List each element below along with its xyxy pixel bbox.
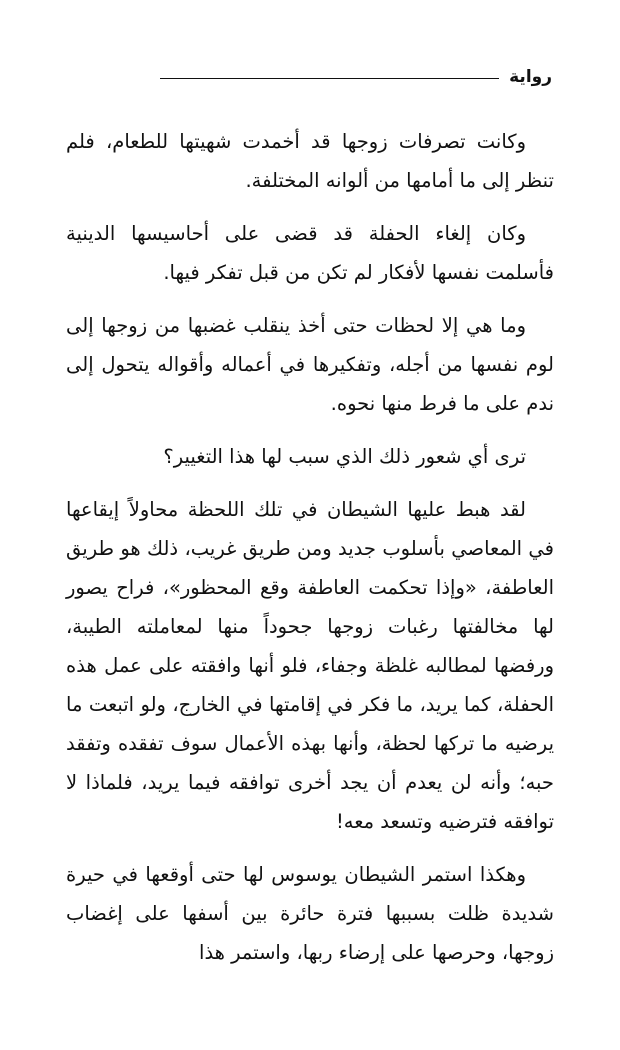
running-header	[160, 62, 552, 92]
body-text	[66, 122, 554, 972]
header-rule	[160, 78, 499, 79]
paragraph: ترى أي شعور ذلك الذي سبب لها هذا التغيير؟	[163, 445, 526, 468]
paragraph: وكانت تصرفات زوجها قد أخمدت شهيتها للطعام، فلم تنظر إلى ما أمامها من ألوانه المختلفة.	[66, 130, 554, 192]
paragraph: لقد هبط عليها الشيطان في تلك اللحظة محاولاً إيقاعها في المعاصي بأسلوب جديد ومن طريق غريب، ذلك هو طريق العاطفة، «وإذا تحكمت العاطفة وقع المحظور»، فراح يصور لها مخالفتها رغبات زوجها جحوداً منها لمعاملته الطيبة، ورفضها لمطالبه غلظة وجفاء، فلو أنها وافقته على عمل هذه الحفلة، كما يريد، ما فكر في إقامتها في الخارج، ولو اتبعت ما يرضيه ما تركها لحظة، وأنها بهذه الأعمال سوف تفقده وتفقد حبه؛ وأنه لن يعدم أن يجد أخرى توافقه فيما يريد، فلماذا لا توافقه فترضيه وتسعد معه!	[66, 498, 554, 833]
paragraph: وما هي إلا لحظات حتى أخذ ينقلب غضبها من زوجها إلى لوم نفسها من أجله، وتفكيرها في أعماله وأقواله يتحول إلى ندم على ما فرط منها نحوه.	[66, 314, 554, 415]
paragraph: وكان إلغاء الحفلة قد قضى على أحاسيسها الدينية فأسلمت نفسها لأفكار لم تكن من قبل تفكر فيها.	[66, 222, 554, 284]
header-title: رواية	[509, 67, 552, 87]
paragraph: وهكذا استمر الشيطان يوسوس لها حتى أوقعها في حيرة شديدة ظلت بسببها فترة حائرة بين أسفها على إغضاب زوجها، وحرصها على إرضاء ربها، واستمر هذا	[66, 863, 554, 964]
